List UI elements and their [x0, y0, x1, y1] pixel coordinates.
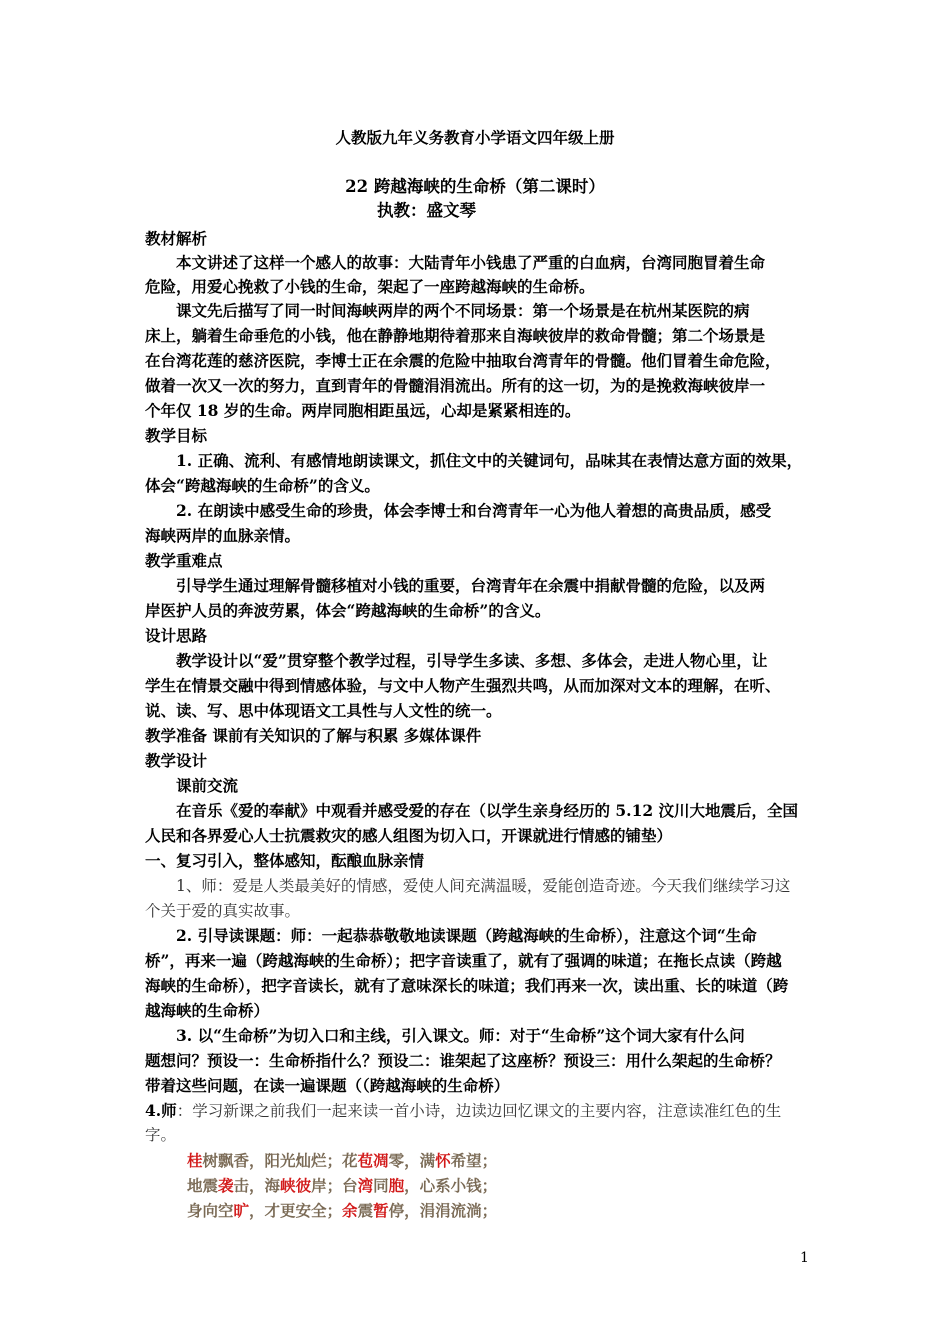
paragraph-line: 人民和各界爱心人士抗震救灾的感人组图为切入口，开课就进行情感的铺垫）	[145, 826, 673, 845]
paragraph-line: 字。	[145, 1126, 177, 1144]
section-heading: 教材解析	[145, 229, 208, 248]
poem-word: 震	[357, 1201, 374, 1220]
poem-line	[187, 1173, 497, 1199]
item-number: 4.师	[145, 1101, 177, 1120]
paragraph-line: 桥”，再来一遍（跨越海峡的生命桥）；把字音读重了，就有了强调的味道；在拖长点读（跨越	[145, 951, 782, 970]
paragraph-line: 床上，躺着生命垂危的小钱，他在静静地期待着那来自海峡彼岸的救命骨髓；第二个场景是	[145, 326, 766, 345]
poem-word: 地震	[187, 1176, 219, 1195]
paragraph-line: 引导学生通过理解骨髓移植对小钱的重要，台湾青年在余震中捐献骨髓的危险，以及两	[176, 576, 766, 595]
section-heading: 教学设计	[145, 751, 208, 770]
poem-word: 袭	[218, 1176, 234, 1195]
paragraph-line: 做着一次又一次的努力，直到青年的骨髓涓涓流出。所有的这一切，为的是挽救海峡彼岸一	[145, 376, 766, 395]
section-heading: 设计思路	[145, 626, 208, 645]
poem-word: 旷	[233, 1201, 250, 1220]
poem-word: 苞	[357, 1151, 374, 1170]
poem-word: 希望；	[450, 1151, 498, 1170]
poem-word: 身向空	[187, 1201, 234, 1220]
item-text: ：学习新课之前我们一起来读一首小诗，边读边回忆课文的主要内容，注意读准红色的生	[176, 1102, 782, 1120]
section-heading: 一、复习引入，整体感知，酝酿血脉亲情	[145, 851, 425, 870]
poem-word: 暂	[373, 1201, 389, 1220]
paragraph-line	[145, 1098, 815, 1124]
poem-word: 峡	[280, 1176, 296, 1195]
poem-word: 岸；台	[311, 1176, 358, 1195]
paragraph-line: 本文讲述了这样一个感人的故事：大陆青年小钱患了严重的白血病，台湾同胞冒着生命	[176, 253, 766, 272]
paragraph-line: 教学设计以“爱”贯穿整个教学过程，引导学生多读、多想、多体会，走进人物心里，让	[176, 651, 768, 670]
poem-word: 停，涓涓流淌；	[388, 1201, 498, 1220]
poem-word: 胞	[388, 1176, 405, 1195]
paragraph-line: 岸医护人员的奔波劳累，体会“跨越海峡的生命桥”的含义。	[145, 601, 551, 620]
paragraph-line: 1. 正确、流利、有感情地朗读课文，抓住文中的关键词句，品味其在表情达意方面的效果，	[176, 451, 803, 470]
section-heading: 教学重难点	[145, 551, 223, 570]
paragraph-line: 在音乐《爱的奉献》中观看并感受爱的存在（以学生亲身经历的 5.12 汶川大地震后，全国	[176, 801, 799, 820]
page-number: 1	[800, 1250, 809, 1266]
poem-word: 击，海	[233, 1176, 281, 1195]
page-title: 22 跨越海峡的生命桥（第二课时）	[345, 177, 605, 196]
teacher-line: 执教：盛文琴	[377, 201, 476, 220]
header-line: 人教版九年义务教育小学语文四年级上册	[335, 128, 615, 147]
paragraph-line: 3. 以“生命桥”为切入口和主线，引入课文。师：对于“生命桥”这个词大家有什么问	[176, 1026, 745, 1045]
paragraph-line: 体会“跨越海峡的生命桥”的含义。	[145, 476, 380, 495]
poem-word: 湾	[357, 1176, 374, 1195]
paragraph-line: 题想问？预设一：生命桥指什么？预设二：谁架起了这座桥？预设三：用什么架起的生命桥？	[145, 1051, 781, 1070]
paragraph-line: 危险，用爱心挽救了小钱的生命，架起了一座跨越海峡的生命桥。	[145, 277, 595, 296]
paragraph-line: 个年仅 18 岁的生命。两岸同胞相距虽远，心却是紧紧相连的。	[145, 401, 581, 420]
paragraph-line: 说、读、写、思中体现语文工具性与人文性的统一。	[145, 701, 502, 720]
paragraph-line: 海峡的生命桥），把字音读长，就有了意味深长的味道；我们再来一次，读出重、长的味道（跨	[145, 976, 789, 995]
paragraph-line: 课前交流	[176, 776, 239, 795]
poem-line	[187, 1148, 497, 1174]
paragraph-line: 带着这些问题，在读一遍课题（（跨越海峡的生命桥）	[145, 1076, 510, 1095]
paragraph-line: 个关于爱的真实故事。	[145, 902, 301, 920]
paragraph-line: 越海峡的生命桥）	[145, 1001, 270, 1020]
poem-word: 余	[342, 1201, 358, 1220]
poem-line	[187, 1198, 497, 1224]
paragraph-line: 海峡两岸的血脉亲情。	[145, 526, 301, 545]
paragraph-line: 1、师：爱是人类最美好的情感，爱使人间充满温暖，爱能创造奇迹。今天我们继续学习这	[176, 877, 791, 895]
paragraph-line: 学生在情景交融中得到情感体验，与文中人物产生强烈共鸣，从而加深对文本的理解，在听、	[145, 676, 781, 695]
paragraph-line: 2. 在朗读中感受生命的珍贵，体会李博士和台湾青年一心为他人着想的高贵品质，感受	[176, 501, 772, 520]
section-heading: 教学目标	[145, 426, 208, 445]
section-heading: 教学准备 课前有关知识的了解与积累 多媒体课件	[145, 726, 482, 745]
poem-word: 怀	[435, 1151, 451, 1170]
poem-word: 凋	[373, 1151, 389, 1170]
poem-word: 树飘香，阳光灿烂；花	[202, 1151, 358, 1170]
poem-word: 零，满	[388, 1151, 436, 1170]
poem-word: 彼	[295, 1176, 312, 1195]
paragraph-line: 2. 引导读课题：师：一起恭恭敬敬地读课题（跨越海峡的生命桥），注意这个词“生命	[176, 926, 757, 945]
poem-word: 同	[373, 1176, 389, 1195]
poem-word: 桂	[187, 1151, 203, 1170]
poem-word: ，心系小钱；	[404, 1176, 498, 1195]
paragraph-line: 课文先后描写了同一时间海峡两岸的两个不同场景：第一个场景是在杭州某医院的病	[176, 301, 750, 320]
paragraph-line: 在台湾花莲的慈济医院，李博士正在余震的危险中抽取台湾青年的骨髓。他们冒着生命危险，	[145, 351, 781, 370]
poem-word: ，才更安全；	[249, 1201, 343, 1220]
